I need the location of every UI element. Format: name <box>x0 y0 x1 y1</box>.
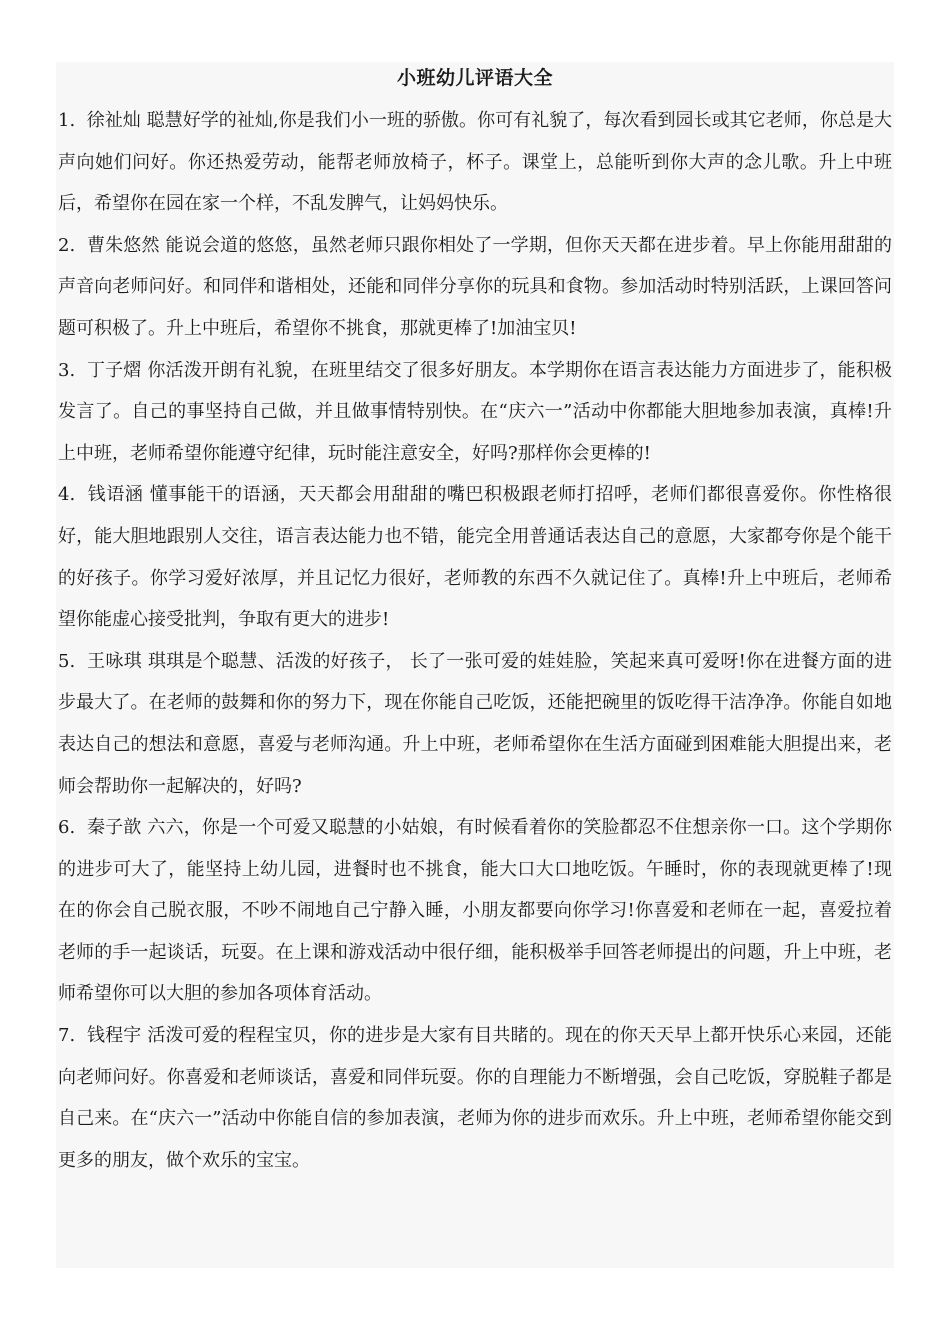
child-name: 王咏琪 <box>87 650 142 672</box>
comment-number: 6. <box>58 817 76 839</box>
comment-text: 活泼可爱的程程宝贝，你的进步是大家有目共睹的。现在的你天天早上都开快乐心来园，还能向老师问好。你喜爱和老师谈话，喜爱和同伴玩耍。你的自理能力不断增强，会自己吃饭，穿脱鞋子都是自己来。在“庆六一”活动中你能自信的参加表演，老师为你的进步而欢乐。升上中班，老师希望你能交到更多的朋友，做个欢乐的宝宝。 <box>58 1025 892 1171</box>
child-name: 徐祉灿 <box>86 110 141 131</box>
comment-item-6 <box>58 807 892 1015</box>
comment-text: 聪慧好学的祉灿,你是我们小一班的骄傲。你可有礼貌了，每次看到园长或其它老师，你总是大声向她们问好。你还热爱劳动，能帮老师放椅子，杯子。课堂上，总能听到你大声的念儿歌。升上中班后，希望你在园在家一个样，不乱发脾气，让妈妈快乐。 <box>58 110 892 215</box>
comment-number: 7. <box>58 1025 76 1047</box>
comment-text: 六六，你是一个可爱又聪慧的小姑娘，有时候看着你的笑脸都忍不住想亲你一口。这个学期你的进步可大了，能坚持上幼儿园，进餐时也不挑食，能大口大口地吃饭。午睡时，你的表现就更棒了!现在的你会自己脱衣服，不吵不闹地自己宁静入睡，小朋友都要向你学习!你喜爱和老师在一起，喜爱拉着老师的手一起谈话，玩耍。在上课和游戏活动中很仔细，能积极举手回答老师提出的问题，升上中班，老师希望你可以大胆的参加各项体育活动。 <box>58 817 892 1005</box>
child-name: 丁子熠 <box>86 359 142 381</box>
comment-number: 3. <box>58 359 76 381</box>
child-name: 钱程宇 <box>86 1025 142 1047</box>
comment-text: 琪琪是个聪慧、活泼的好孩子， 长了一张可爱的娃娃脸，笑起来真可爱呀!你在进餐方面的进步最大了。在老师的鼓舞和你的努力下，现在你能自己吃饭，还能把碗里的饭吃得干洁净净。你能自如地表达自己的想法和意愿，喜爱与老师沟通。升上中班，老师希望你在生活方面碰到困难能大胆提出来，老师会帮助你一起解决的，好吗? <box>58 650 892 797</box>
document-body <box>58 100 892 1181</box>
child-name: 秦子歆 <box>86 817 142 839</box>
comment-number: 1. <box>58 110 76 131</box>
comment-number: 2. <box>58 234 76 256</box>
comment-text: 能说会道的悠悠，虽然老师只跟你相处了一学期，但你天天都在进步着。早上你能用甜甜的声音向老师问好。和同伴和谐相处，还能和同伴分享你的玩具和食物。参加活动时特别活跃，上课回答问题可积极了。升上中班后，希望你不挑食，那就更棒了!加油宝贝! <box>58 234 892 339</box>
comment-item-2 <box>58 225 892 350</box>
comment-item-4 <box>58 474 892 640</box>
comment-item-5 <box>58 641 892 807</box>
comment-item-3 <box>58 350 892 475</box>
comment-item-7 <box>58 1015 892 1181</box>
comment-text: 懂事能干的语涵，天天都会用甜甜的嘴巴积极跟老师打招呼，老师们都很喜爱你。你性格很好，能大胆地跟别人交往，语言表达能力也不错，能完全用普通话表达自己的意愿，大家都夸你是个能干的好孩子。你学习爱好浓厚，并且记忆力很好，老师教的东西不久就记住了。真棒!升上中班后，老师希望你能虚心接受批判，争取有更大的进步! <box>58 484 893 631</box>
document-title: 小班幼儿评语大全 <box>396 67 553 89</box>
comment-item-1 <box>58 100 892 225</box>
child-name: 曹朱悠然 <box>86 234 160 256</box>
comment-number: 5. <box>58 650 76 672</box>
comment-number: 4. <box>58 484 76 506</box>
comment-text: 你活泼开朗有礼貌，在班里结交了很多好朋友。本学期你在语言表达能力方面进步了，能积极发言了。自己的事坚持自己做，并且做事情特别快。在“庆六一”活动中你都能大胆地参加表演，真棒!升上中班，老师希望你能遵守纪律，玩时能注意安全，好吗?那样你会更棒的! <box>58 359 892 464</box>
child-name: 钱语涵 <box>87 484 144 506</box>
